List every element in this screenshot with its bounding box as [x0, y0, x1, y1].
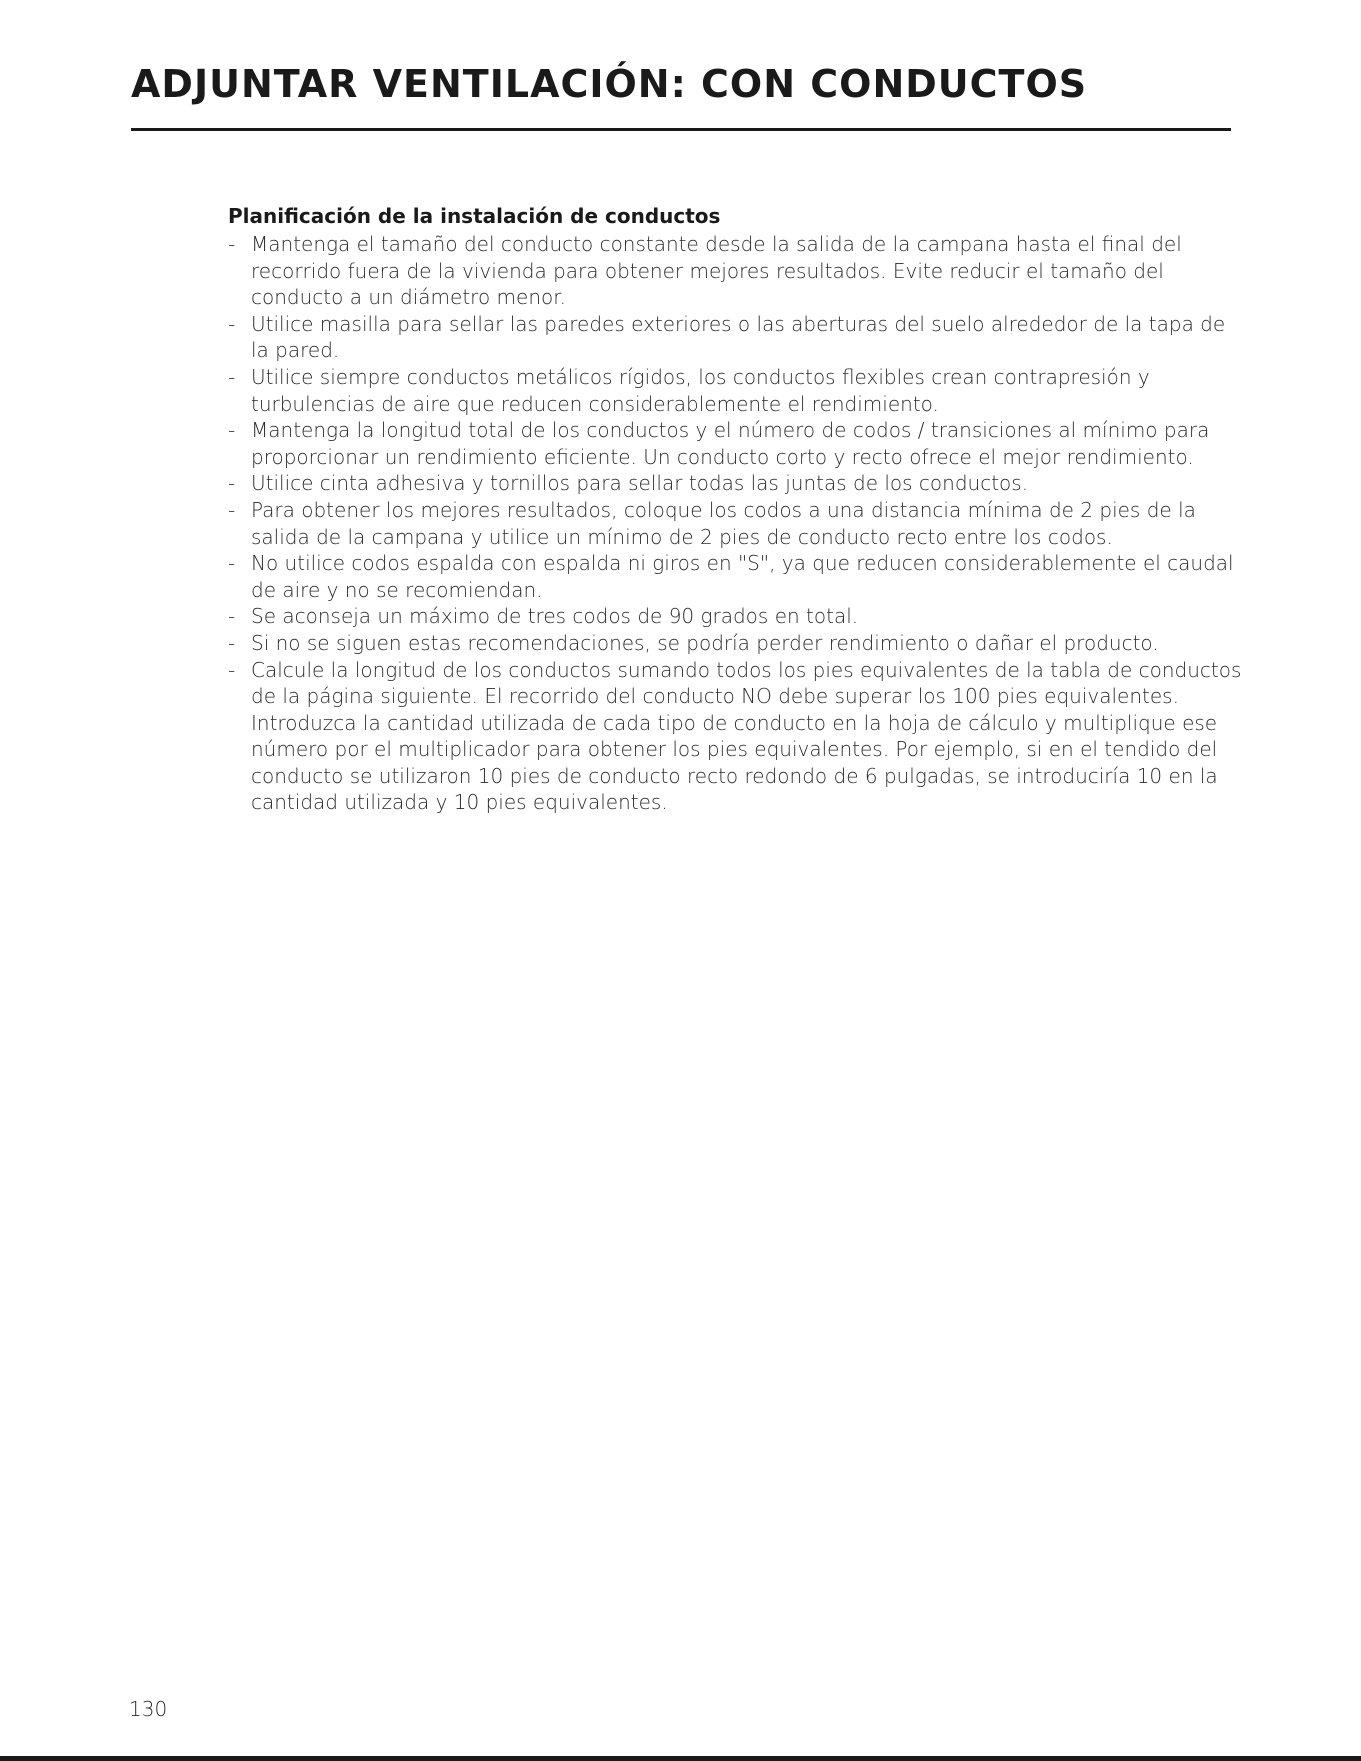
bullet-dash: -	[228, 630, 236, 655]
page-title: ADJUNTAR VENTILACIÓN: CON CONDUCTOS	[131, 62, 1088, 106]
bullet-dash: -	[228, 604, 236, 629]
list-item	[228, 630, 1248, 657]
list-item-text: Utilice masilla para sellar las paredes exteriores o las aberturas del suelo alrededor de la tapa de la pared.	[251, 311, 1226, 363]
list-item-text: Para obtener los mejores resultados, coloque los codos a una distancia mínima de 2 pies de la salida de la campana y utilice un mínimo de 2 pies de conducto recto entre los codos.	[251, 497, 1196, 549]
instruction-list	[228, 231, 1248, 816]
list-item-text: Mantenga el tamaño del conducto constante desde la salida de la campana hasta el final del recorrido fuera de la vivienda para obtener mejores resultados. Evite reducir el tamaño del conducto a un diámetro menor.	[251, 232, 1182, 310]
bullet-dash: -	[228, 657, 236, 682]
bullet-dash: -	[228, 364, 236, 389]
list-item-text: Calcule la longitud de los conductos sumando todos los pies equivalentes de la tabla de conductos de la página siguiente. El recorrido del conducto NO debe superar los 100 pies equivalentes. Introduzca la cantidad utilizada de cada tipo de conducto en la hoja de cálculo y multiplique ese número por el multiplicador para obtener los pies equivalentes. Por ejemplo, si en el tendido del conducto se utilizaron 10 pies de conducto recto redondo de 6 pulgadas, se introduciría 10 en la cantidad utilizada y 10 pies equivalentes.	[251, 657, 1242, 815]
duct-planning-section	[228, 203, 1248, 816]
list-item-text: Utilice cinta adhesiva y tornillos para sellar todas las juntas de los conductos.	[251, 471, 1029, 496]
list-item	[228, 311, 1248, 364]
list-item-text: Si no se siguen estas recomendaciones, se podría perder rendimiento o dañar el producto.	[251, 630, 1159, 655]
list-item-text: Mantenga la longitud total de los conductos y el número de codos / transiciones al mínimo para proporcionar un rendimiento eficiente. Un conducto corto y recto ofrece el mejor rendimiento.	[251, 418, 1210, 469]
title-divider	[131, 128, 1231, 131]
bullet-dash: -	[228, 311, 236, 336]
bullet-dash: -	[228, 551, 236, 576]
section-heading: Planificación de la instalación de conductos	[228, 204, 721, 228]
list-item	[228, 470, 1248, 497]
list-item	[228, 550, 1248, 603]
bullet-dash: -	[228, 471, 236, 496]
list-item-text: No utilice codos espalda con espalda ni giros en "S", ya que reducen considerablemente el caudal de aire y no se recomiendan.	[251, 551, 1234, 602]
list-item	[228, 364, 1248, 417]
bullet-dash: -	[228, 232, 236, 256]
bottom-edge-bar	[0, 1756, 1361, 1761]
list-item	[228, 231, 1248, 311]
list-item-text: Utilice siempre conductos metálicos rígidos, los conductos flexibles crean contrapresión y turbulencias de aire que reducen considerablemente el rendimiento.	[251, 364, 1150, 416]
list-item	[228, 657, 1248, 817]
page-number: 130	[129, 1697, 168, 1721]
list-item	[228, 417, 1248, 470]
list-item	[228, 603, 1248, 630]
bullet-dash: -	[228, 418, 236, 443]
bullet-dash: -	[228, 497, 236, 522]
list-item	[228, 497, 1248, 550]
list-item-text: Se aconseja un máximo de tres codos de 90 grados en total.	[251, 604, 859, 629]
